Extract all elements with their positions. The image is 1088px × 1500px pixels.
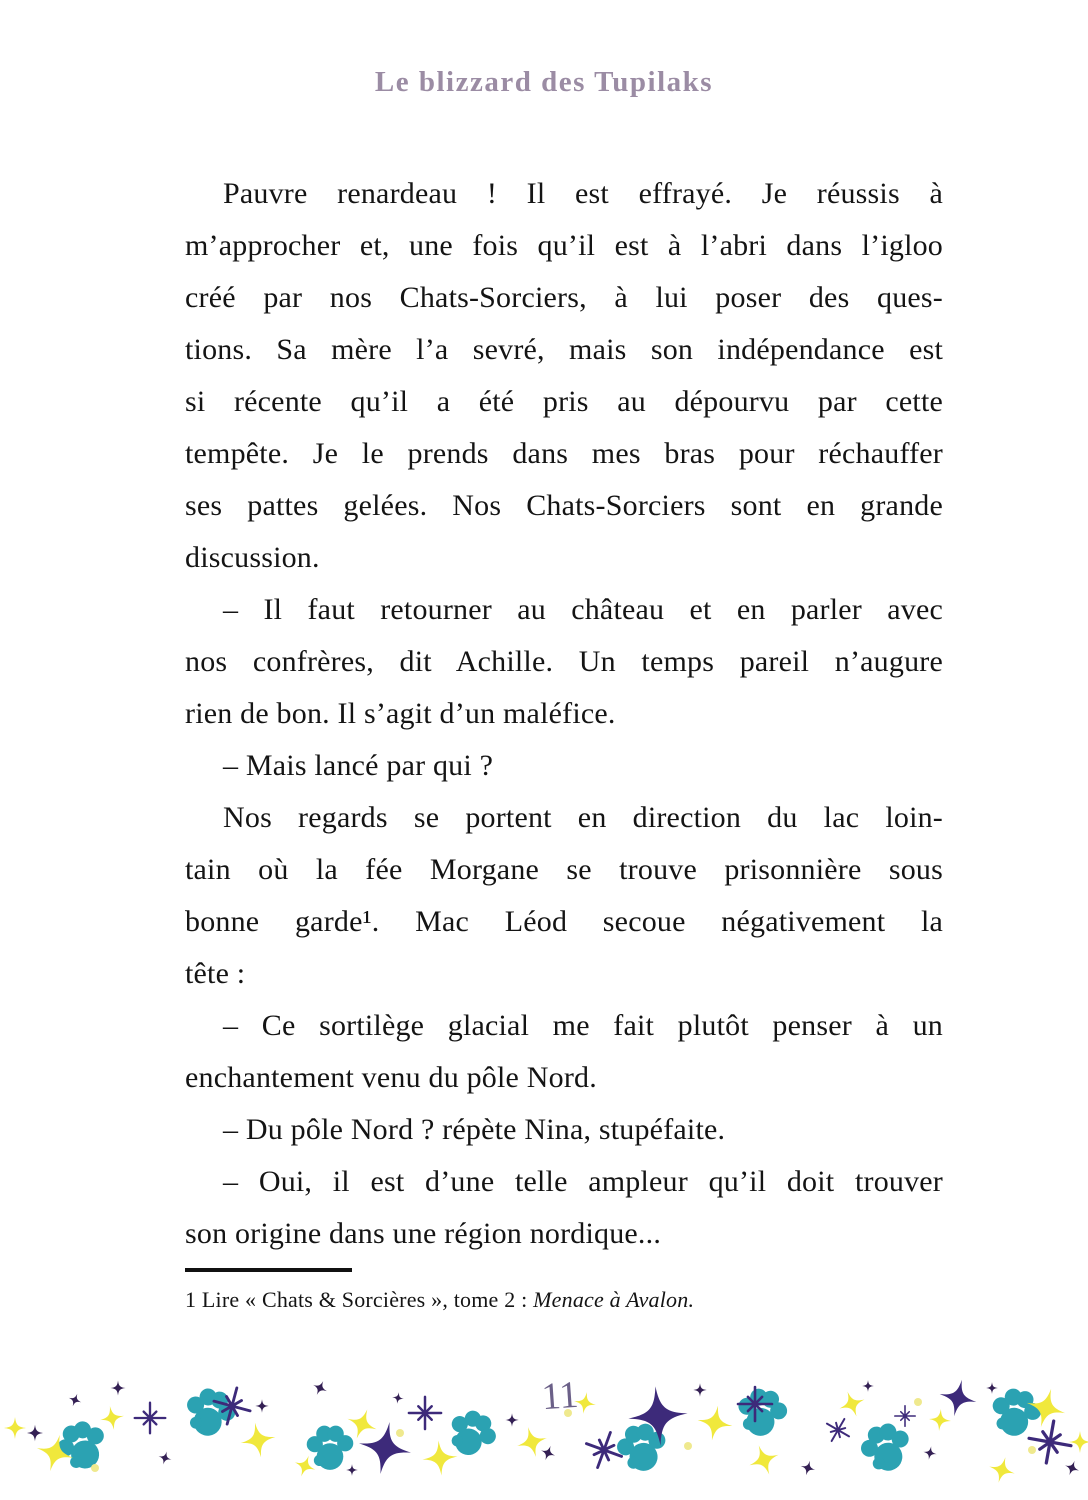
starburst-icon	[409, 1397, 441, 1429]
yellow-star-icon	[1069, 1431, 1088, 1453]
paw-print-icon	[307, 1426, 354, 1470]
yellow-star-icon	[98, 1404, 126, 1432]
yellow-star-icon	[4, 1417, 26, 1439]
sparkle-cross-icon	[255, 1399, 268, 1412]
pale-dot-icon	[1028, 1446, 1036, 1454]
yellow-star-icon	[238, 1420, 279, 1461]
body-line: si récente qu’il a été pris au dépourvu par cette	[185, 385, 943, 418]
sparkle-cross-icon	[862, 1380, 874, 1392]
paw-print-icon	[734, 1386, 790, 1440]
body-line: ses pattes gelées. Nos Chats-Sorciers sont en grande	[185, 489, 943, 522]
yellow-star-icon	[835, 1387, 869, 1421]
yellow-star-icon	[986, 1454, 1018, 1486]
footnote	[185, 1286, 943, 1314]
footnote-book-title: Menace à Avalon.	[533, 1287, 695, 1312]
sparkle-cross-icon	[986, 1382, 998, 1394]
body-line: enchantement venu du pôle Nord.	[185, 1061, 597, 1094]
body-line: tempête. Je le prends dans mes bras pour réchauffer	[185, 437, 943, 470]
body-lines	[185, 168, 943, 1260]
sparkle-cross-icon	[922, 1445, 937, 1460]
sparkle-cross-icon	[310, 1378, 330, 1398]
pale-dot-icon	[684, 1442, 692, 1450]
sparkle-cross-icon	[693, 1383, 706, 1396]
pale-dot-icon	[91, 1464, 99, 1472]
yellow-star-icon	[928, 1408, 952, 1432]
body-line: Pauvre renardeau ! Il est effrayé. Je réussis à	[223, 177, 943, 210]
sparkle-cross-icon	[157, 1450, 173, 1466]
body-line: nos confrères, dit Achille. Un temps pareil n’augure	[185, 645, 943, 678]
body-line: rien de bon. Il s’agit d’un maléfice.	[185, 697, 616, 730]
body-line: bonne garde¹. Mac Léod secoue négativement la	[185, 905, 943, 938]
sparkle-cross-icon	[346, 1464, 358, 1476]
sparkle-cross-icon	[799, 1459, 817, 1477]
footnote-text: 1 Lire « Chats & Sorcières », tome 2 :	[185, 1287, 534, 1312]
pale-dot-icon	[914, 1398, 922, 1406]
yellow-star-icon	[744, 1440, 783, 1479]
running-header-title: Le blizzard des Tupilaks	[374, 66, 714, 98]
sparkle-cross-icon	[391, 1391, 405, 1405]
starburst-icon	[135, 1403, 166, 1434]
body-line: tions. Sa mère l’a sevré, mais son indépendance est	[185, 333, 943, 366]
yellow-star-icon	[513, 1423, 551, 1461]
body-line: discussion.	[185, 541, 320, 574]
sparkle-star-icon	[936, 1376, 980, 1420]
body-line: – Ce sortilège glacial me fait plutôt penser à un	[223, 1009, 943, 1042]
sparkle-cross-icon	[27, 1425, 44, 1442]
body-line: – Il faut retourner au château et en parler avec	[223, 593, 943, 626]
starburst-icon	[1025, 1417, 1074, 1466]
paw-print-icon	[856, 1419, 915, 1477]
yellow-star-icon	[695, 1403, 736, 1444]
body-line: – Du pôle Nord ? répète Nina, stupéfaite.	[223, 1113, 726, 1146]
body-line: m’approcher et, une fois qu’il est à l’abri dans l’igloo	[185, 229, 943, 262]
body-text-block	[185, 168, 943, 1314]
starburst-icon	[821, 1413, 856, 1448]
pale-dot-icon	[396, 1429, 404, 1437]
starburst-icon	[895, 1406, 915, 1426]
body-line: créé par nos Chats-Sorciers, à lui poser des ques-	[185, 281, 943, 314]
body-line: tain où la fée Morgane se trouve prisonnière sous	[185, 853, 943, 886]
sparkle-cross-icon	[505, 1413, 518, 1426]
body-line: tête :	[185, 957, 246, 990]
footnote-separator-rule	[185, 1268, 352, 1272]
paw-print-icon	[442, 1404, 503, 1464]
body-line: – Mais lancé par qui ?	[223, 749, 494, 782]
paw-print-icon	[987, 1385, 1045, 1441]
sparkle-cross-icon	[66, 1391, 83, 1408]
yellow-star-icon	[291, 1452, 319, 1480]
sparkle-cross-icon	[1062, 1458, 1081, 1477]
body-line: son origine dans une région nordique...	[185, 1217, 662, 1250]
body-line: Nos regards se portent en direction du lac loin-	[223, 801, 943, 834]
sparkle-cross-icon	[110, 1380, 125, 1395]
body-line: – Oui, il est d’une telle ampleur qu’il doit trouver	[223, 1165, 943, 1198]
page-number: 11	[540, 1373, 580, 1419]
sparkle-cross-icon	[538, 1443, 557, 1462]
paw-print-icon	[51, 1416, 113, 1476]
